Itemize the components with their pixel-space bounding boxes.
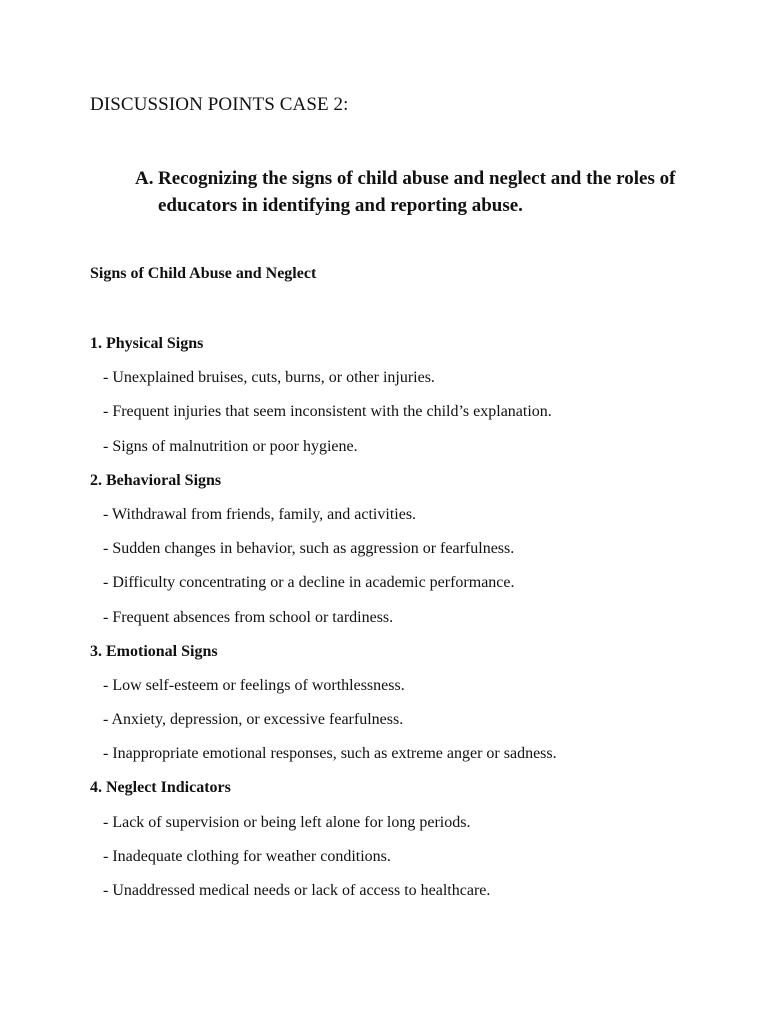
category-emotional: [90, 642, 730, 779]
section-marker: A.: [135, 168, 154, 189]
category-items: [90, 813, 730, 916]
category-items: [90, 676, 730, 779]
category-neglect: [90, 778, 730, 915]
signs-subheading: Signs of Child Abuse and Neglect: [90, 265, 317, 282]
category-title: 3. Emotional Signs: [90, 642, 218, 660]
list-item: - Unexplained bruises, cuts, burns, or other injuries.: [103, 369, 435, 387]
document-title: DISCUSSION POINTS CASE 2:: [90, 94, 349, 115]
list-item: - Signs of malnutrition or poor hygiene.: [103, 437, 358, 455]
category-physical: [90, 334, 730, 471]
list-item: - Difficulty concentrating or a decline in academic performance.: [103, 574, 515, 592]
list-item: - Inappropriate emotional responses, such as extreme anger or sadness.: [103, 745, 557, 763]
section-heading: [135, 166, 695, 219]
list-item: - Withdrawal from friends, family, and activities.: [103, 505, 417, 523]
section-heading-text: Recognizing the signs of child abuse and neglect and the roles of educators in identifying and reporting abuse.: [158, 168, 676, 216]
category-items: [90, 505, 730, 642]
list-item: - Frequent injuries that seem inconsistent with the child’s explanation.: [103, 403, 552, 421]
list-item: - Lack of supervision or being left alone for long periods.: [103, 813, 471, 831]
list-item: - Frequent absences from school or tardiness.: [103, 608, 394, 626]
category-title: 2. Behavioral Signs: [90, 471, 222, 489]
list-item: - Low self-esteem or feelings of worthlessness.: [103, 676, 405, 694]
category-behavioral: [90, 471, 730, 642]
list-item: - Sudden changes in behavior, such as aggression or fearfulness.: [103, 540, 515, 558]
category-items: [90, 368, 730, 471]
list-item: - Anxiety, depression, or excessive fearfulness.: [103, 711, 404, 729]
category-title: 4. Neglect Indicators: [90, 779, 231, 797]
signs-list: [90, 334, 730, 915]
list-item: - Unaddressed medical needs or lack of access to healthcare.: [103, 882, 491, 899]
category-title: 1. Physical Signs: [90, 335, 204, 352]
list-item: - Inadequate clothing for weather conditions.: [103, 847, 391, 865]
